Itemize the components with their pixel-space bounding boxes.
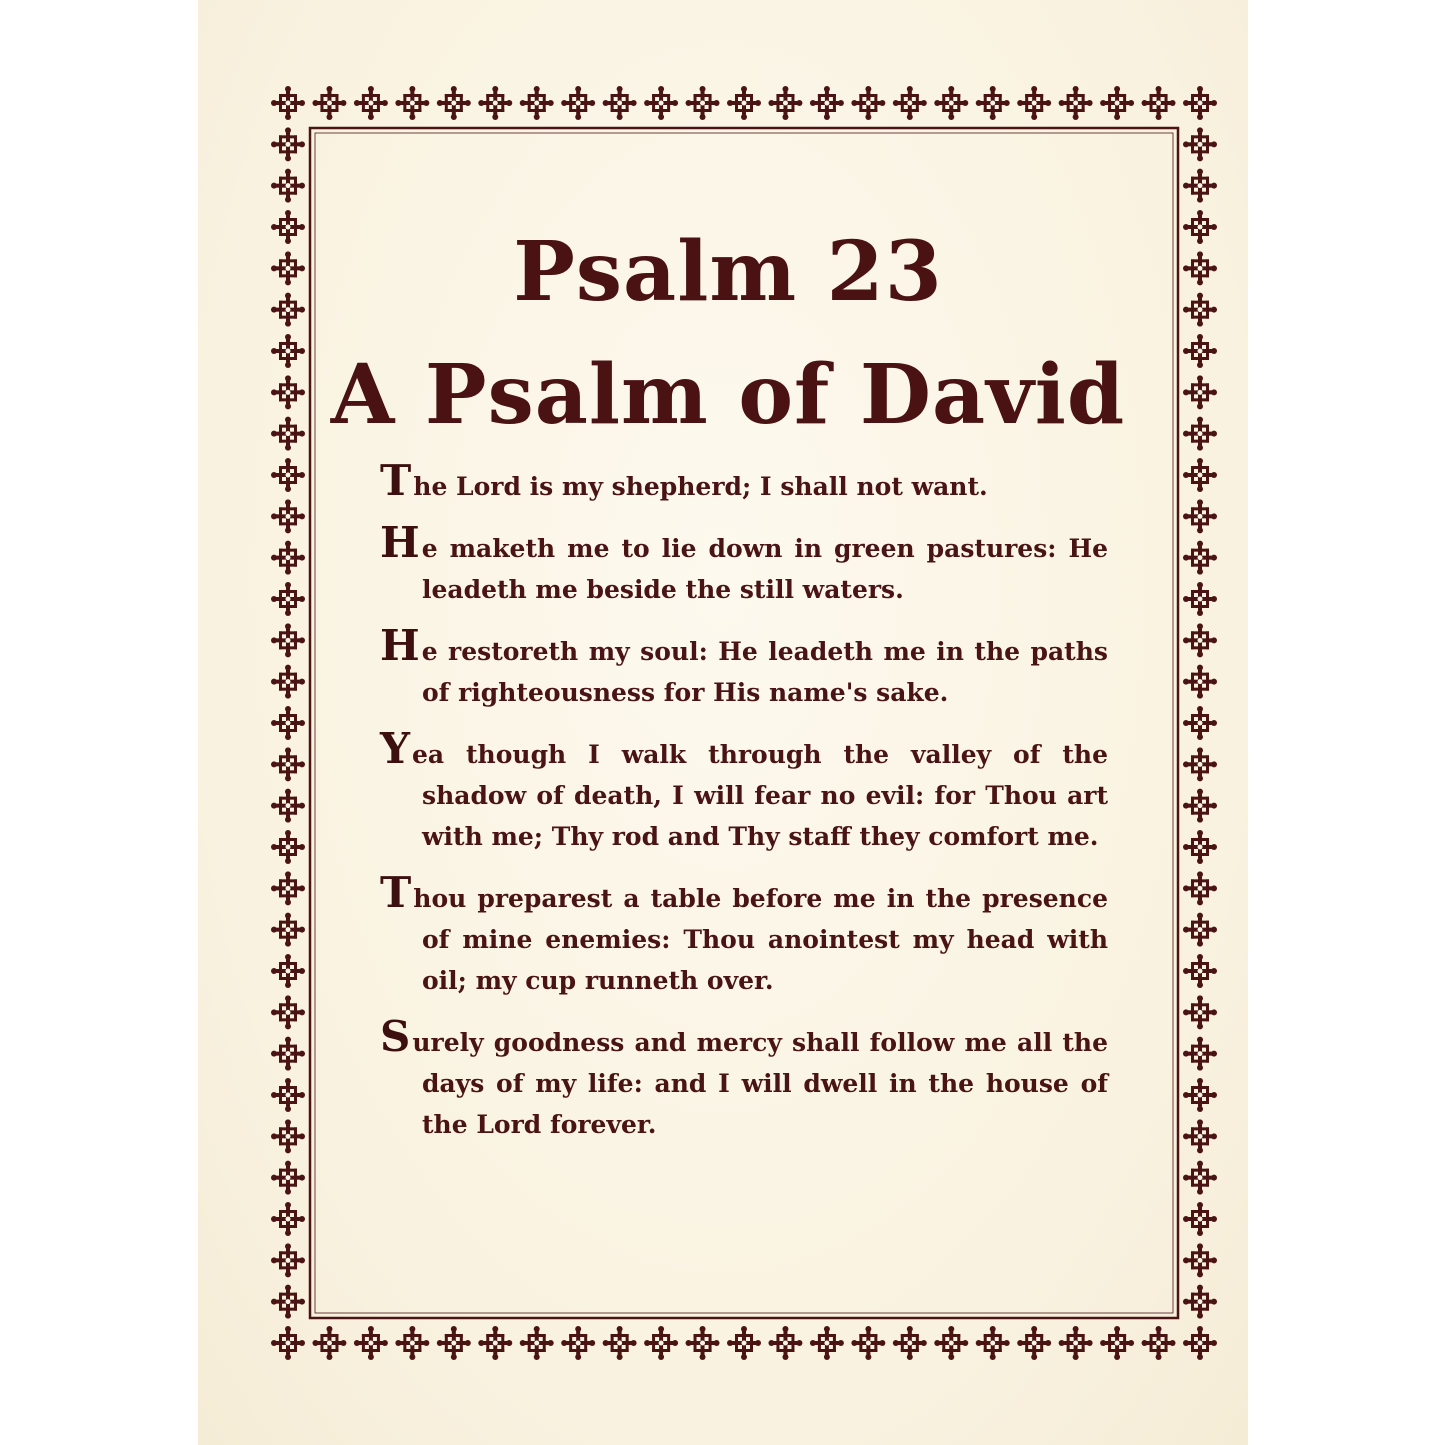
verse-text: he Lord is my shepherd; I shall not want. — [413, 472, 988, 501]
verse-2 — [380, 518, 1108, 610]
verse-4 — [380, 724, 1108, 857]
drop-initial: H — [380, 518, 420, 567]
page-title: Psalm 23 — [513, 224, 943, 320]
drop-initial: T — [380, 868, 412, 917]
drop-initial: H — [380, 621, 420, 670]
verse-text: hou preparest a table before me in the presence of mine enemies: Thou anointest my head with oil; my cup runneth over. — [413, 884, 1108, 995]
verse-6 — [380, 1012, 1108, 1145]
drop-initial: S — [380, 1012, 411, 1061]
document-page — [198, 0, 1248, 1445]
verse-1 — [380, 456, 1108, 507]
verse-list — [380, 456, 1108, 1166]
page-subtitle: A Psalm of David — [330, 347, 1126, 443]
drop-initial: Y — [380, 724, 410, 773]
verse-text: urely goodness and mercy shall follow me all the days of my life: and I will dwell in the house of the Lord forever. — [412, 1028, 1108, 1139]
verse-5 — [380, 868, 1108, 1001]
verse-text: e maketh me to lie down in green pastures: He leadeth me beside the still waters. — [421, 534, 1108, 604]
verse-text: ea though I walk through the valley of the shadow of death, I will fear no evil: for Thou art with me; Thy rod and Thy staff they comfort me. — [411, 740, 1108, 851]
drop-initial: T — [380, 456, 412, 505]
verse-text: e restoreth my soul: He leadeth me in the paths of righteousness for His name's sake. — [421, 637, 1108, 707]
verse-3 — [380, 621, 1108, 713]
psalm-content — [198, 0, 1248, 1445]
